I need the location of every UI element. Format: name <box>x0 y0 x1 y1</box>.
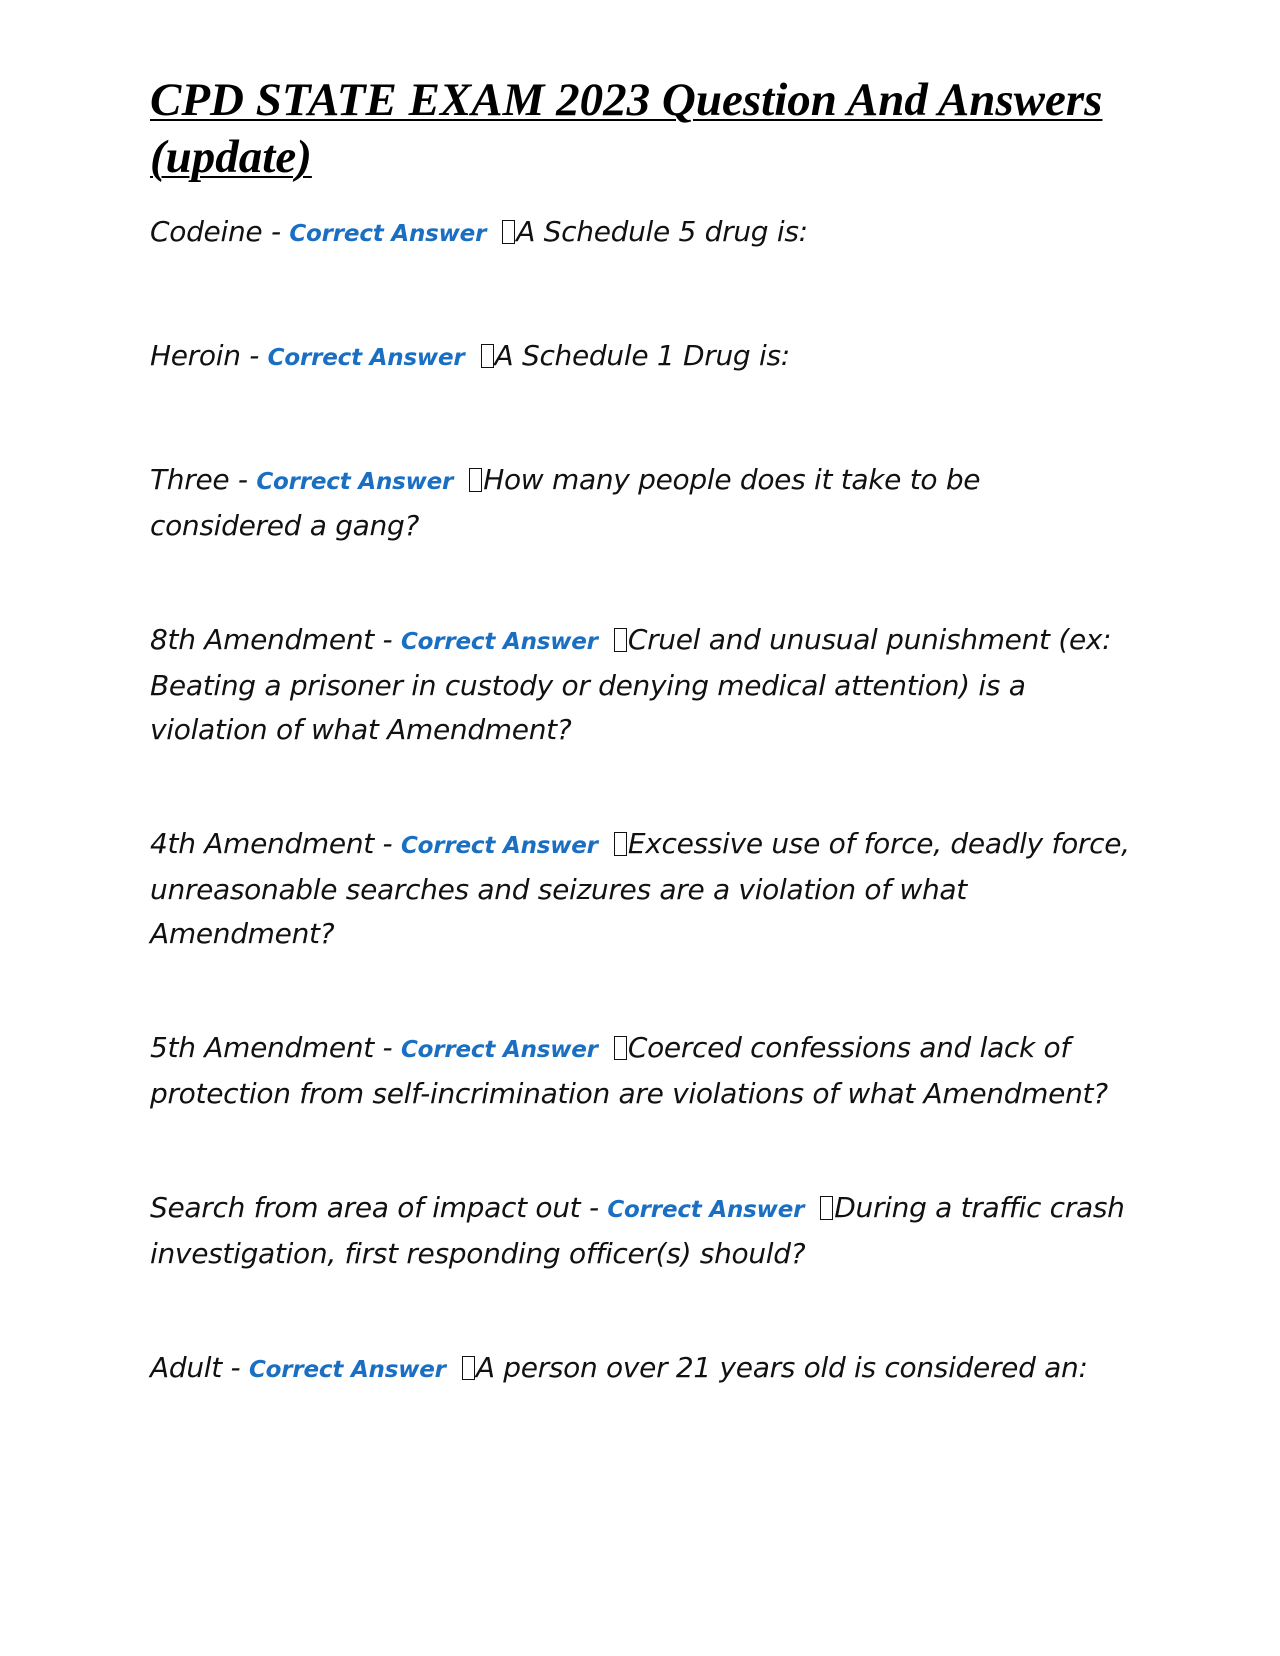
correct-answer-label: Correct Answer <box>607 1197 805 1223</box>
qa-item <box>150 1026 1130 1116</box>
qa-item <box>150 334 1130 380</box>
separator: - <box>229 463 257 496</box>
question-text: Excessive use of force, deadly force, unreasonable searches and seizures are a violation of what Amendment? <box>150 827 1130 950</box>
qa-item <box>150 822 1130 956</box>
correct-answer-label: Correct Answer <box>400 833 598 859</box>
correct-answer-label: Correct Answer <box>267 345 465 371</box>
question-text: A Schedule 1 Drug is: <box>494 339 790 372</box>
missing-glyph-icon <box>502 220 515 244</box>
missing-glyph-icon <box>614 1036 627 1060</box>
missing-glyph-icon <box>820 1196 833 1220</box>
answer-text: Codeine <box>150 215 263 248</box>
missing-glyph-icon <box>614 832 627 856</box>
question-text: A person over 21 years old is considered an: <box>475 1351 1088 1384</box>
question-text: How many people does it take to be considered a gang? <box>150 463 981 542</box>
qa-item <box>150 618 1130 752</box>
correct-answer-label: Correct Answer <box>256 469 454 495</box>
qa-item <box>150 1346 1130 1392</box>
document-title: CPD STATE EXAM 2023 Question And Answers (update) <box>150 74 1103 183</box>
separator: - <box>373 827 401 860</box>
question-text: During a traffic crash investigation, first responding officer(s) should? <box>150 1191 1125 1270</box>
question-text: A Schedule 5 drug is: <box>516 215 808 248</box>
answer-text: Heroin <box>150 339 241 372</box>
missing-glyph-icon <box>462 1356 475 1380</box>
qa-item <box>150 1186 1130 1276</box>
question-text: Coerced confessions and lack of protection from self-incrimination are violations of what Amendment? <box>150 1031 1108 1110</box>
qa-item <box>150 458 1130 548</box>
answer-text: Three <box>150 463 230 496</box>
answer-text: 5th Amendment <box>150 1031 374 1064</box>
correct-answer-label: Correct Answer <box>400 629 598 655</box>
answer-text: Adult <box>150 1351 222 1384</box>
qa-list <box>150 210 1130 1392</box>
separator: - <box>221 1351 249 1384</box>
question-text: Cruel and unusual punishment (ex: Beating a prisoner in custody or denying medical attention) is a violation of what Amendment? <box>150 623 1112 746</box>
answer-text: Search from area of impact out <box>150 1191 581 1224</box>
missing-glyph-icon <box>469 468 482 492</box>
document-page <box>150 72 1130 1392</box>
separator: - <box>262 215 290 248</box>
answer-text: 8th Amendment <box>150 623 374 656</box>
correct-answer-label: Correct Answer <box>248 1357 446 1383</box>
correct-answer-label: Correct Answer <box>289 221 487 247</box>
qa-item <box>150 210 1130 256</box>
missing-glyph-icon <box>614 628 627 652</box>
missing-glyph-icon <box>481 344 494 368</box>
separator: - <box>580 1191 608 1224</box>
answer-text: 4th Amendment <box>150 827 374 860</box>
separator: - <box>373 623 401 656</box>
correct-answer-label: Correct Answer <box>400 1037 598 1063</box>
separator: - <box>373 1031 401 1064</box>
separator: - <box>240 339 268 372</box>
